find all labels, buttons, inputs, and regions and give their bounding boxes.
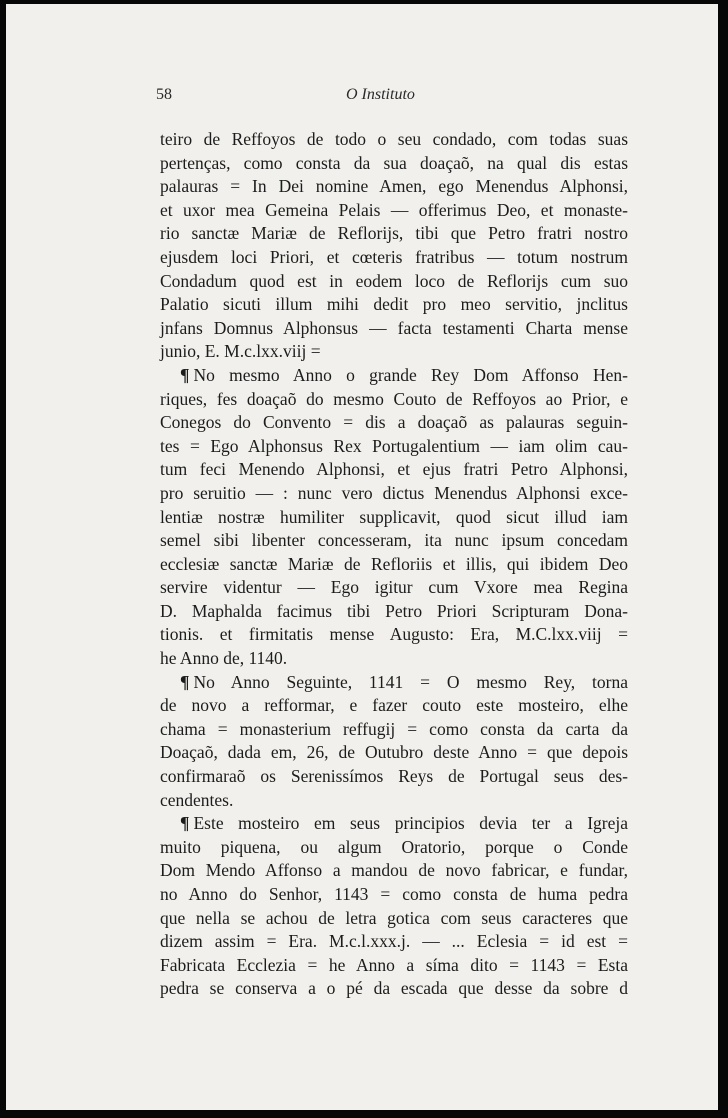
text-line: confirmaraõ os Serenissímos Reys de Portugal seus des- [160, 766, 628, 787]
text-line: Palatio sicuti illum mihi dedit pro meo servitio, jnclitus [160, 294, 628, 315]
text-line: tionis. et firmitatis mense Augusto: Era, M.C.lxx.viij = [160, 624, 628, 645]
text-line: chama = monasterium reffugij = como consta da carta da [160, 718, 628, 739]
text-line: D. Maphalda facimus tibi Petro Priori Scripturam Dona- [160, 600, 628, 621]
paragraph-line [160, 765, 628, 789]
text-line: Conegos do Convento = dis a doaçaõ as palauras seguin- [160, 412, 628, 433]
text-line: rio sanctæ Mariæ de Reflorijs, tibi que Petro fratri nostro [160, 223, 628, 244]
text-line: pedra se conserva a o pé da escada que desse da sobre d [160, 978, 628, 999]
paragraph-line [160, 199, 628, 223]
body-text [160, 128, 628, 1001]
text-line: junio, E. M.c.lxx.viij = [160, 341, 321, 362]
paragraph-line [160, 364, 628, 388]
paragraph-line [160, 977, 628, 1001]
paragraph-line [160, 175, 628, 199]
text-line: teiro de Reffoyos de todo o seu condado, com todas suas [160, 129, 628, 149]
page-header [6, 86, 718, 106]
paragraph-line [160, 411, 628, 435]
paragraph-line [160, 907, 628, 931]
text-line: ejusdem loci Priori, et cœteris fratribus — totum nostrum [160, 246, 628, 267]
paragraph-line [160, 930, 628, 954]
paragraph-line [160, 317, 628, 341]
text-line: No Anno Seguinte, 1141 = O mesmo Rey, torna [193, 671, 628, 692]
paragraph-line [160, 600, 628, 624]
paragraph-line [160, 576, 628, 600]
text-line: et uxor mea Gemeina Pelais — offerimus Deo, et monaste- [160, 199, 628, 220]
paragraph-line [160, 128, 628, 152]
paragraph-line [160, 741, 628, 765]
paragraph-line [160, 812, 628, 836]
paragraph-line [160, 623, 628, 647]
text-line: servire videntur — Ego igitur cum Vxore mea Regina [160, 577, 628, 598]
paragraph-line [160, 152, 628, 176]
paragraph-line [160, 293, 628, 317]
text-line: Doaçaõ, dada em, 26, de Outubro deste Anno = que depois [160, 742, 628, 763]
paragraph-line [160, 647, 628, 671]
paragraph-line [160, 883, 628, 907]
paragraph-line [160, 529, 628, 553]
text-line: lentiæ nostræ humiliter supplicavit, quod sicut illud iam [160, 506, 628, 527]
text-line: Fabricata Ecclezia = he Anno a síma dito = 1143 = Esta [160, 954, 628, 975]
text-line: ecclesiæ sanctæ Mariæ de Refloriis et illis, qui ibidem Deo [160, 553, 628, 574]
paragraph-mark-icon: ¶ [180, 813, 190, 834]
paragraph-line [160, 270, 628, 294]
paragraph-line [160, 246, 628, 270]
paragraph-line [160, 222, 628, 246]
paragraph-line [160, 458, 628, 482]
paragraph-line [160, 789, 628, 813]
text-line: dizem assim = Era. M.c.l.xxx.j. — ... Eclesia = id est = [160, 931, 628, 952]
paragraph-line [160, 694, 628, 718]
text-line: he Anno de, 1140. [160, 648, 288, 669]
text-line: pertenças, como consta da sua doaçaõ, na qual dis estas [160, 152, 628, 173]
paragraph-mark-icon: ¶ [180, 671, 190, 692]
paragraph-line [160, 859, 628, 883]
paragraph-line [160, 388, 628, 412]
paragraph-line [160, 836, 628, 860]
paragraph-line [160, 671, 628, 695]
text-line: que nella se achou de letra gotica com seus caracteres que [160, 907, 628, 928]
text-line: palauras = In Dei nomine Amen, ego Menendus Alphonsi, [160, 176, 628, 197]
text-line: tes = Ego Alphonsus Rex Portugalentium — iam olim cau- [160, 435, 628, 456]
text-line: riques, fes doaçaõ do mesmo Couto de Reffoyos ao Prior, e [160, 388, 628, 409]
paragraph-line [160, 340, 628, 364]
text-line: tum feci Menendo Alphonsi, et ejus fratri Petro Alphonsi, [160, 459, 628, 480]
paragraph-mark-icon: ¶ [180, 364, 190, 385]
paragraph-line [160, 482, 628, 506]
text-line: No mesmo Anno o grande Rey Dom Affonso Hen- [193, 364, 628, 385]
text-line: jnfans Domnus Alphonsus — facta testamenti Charta mense [160, 317, 628, 338]
text-line: Este mosteiro em seus principios devia ter a Igreja [193, 813, 628, 834]
text-line: Condadum quod est in eodem loco de Reflorijs cum suo [160, 270, 628, 291]
text-line: no Anno do Senhor, 1143 = como consta de huma pedra [160, 884, 628, 904]
paragraph-line [160, 553, 628, 577]
paragraph-line [160, 954, 628, 978]
paragraph-line [160, 506, 628, 530]
text-line: cendentes. [160, 789, 234, 810]
text-line: semel sibi libenter concesseram, ita nunc ipsum concedam [160, 530, 628, 551]
page-number: 58 [156, 86, 172, 103]
text-line: pro seruitio — : nunc vero dictus Menendus Alphonsi exce- [160, 482, 628, 503]
text-line: Dom Mendo Affonso a mandou de novo fabricar, e fundar, [160, 860, 628, 881]
paragraph-line [160, 435, 628, 459]
text-line: de novo a refformar, e fazer couto este mosteiro, elhe [160, 695, 628, 716]
running-title: O Instituto [346, 86, 415, 103]
paragraph-line [160, 718, 628, 742]
book-page [6, 4, 718, 1110]
text-line: muito piquena, ou algum Oratorio, porque o Conde [160, 836, 628, 857]
